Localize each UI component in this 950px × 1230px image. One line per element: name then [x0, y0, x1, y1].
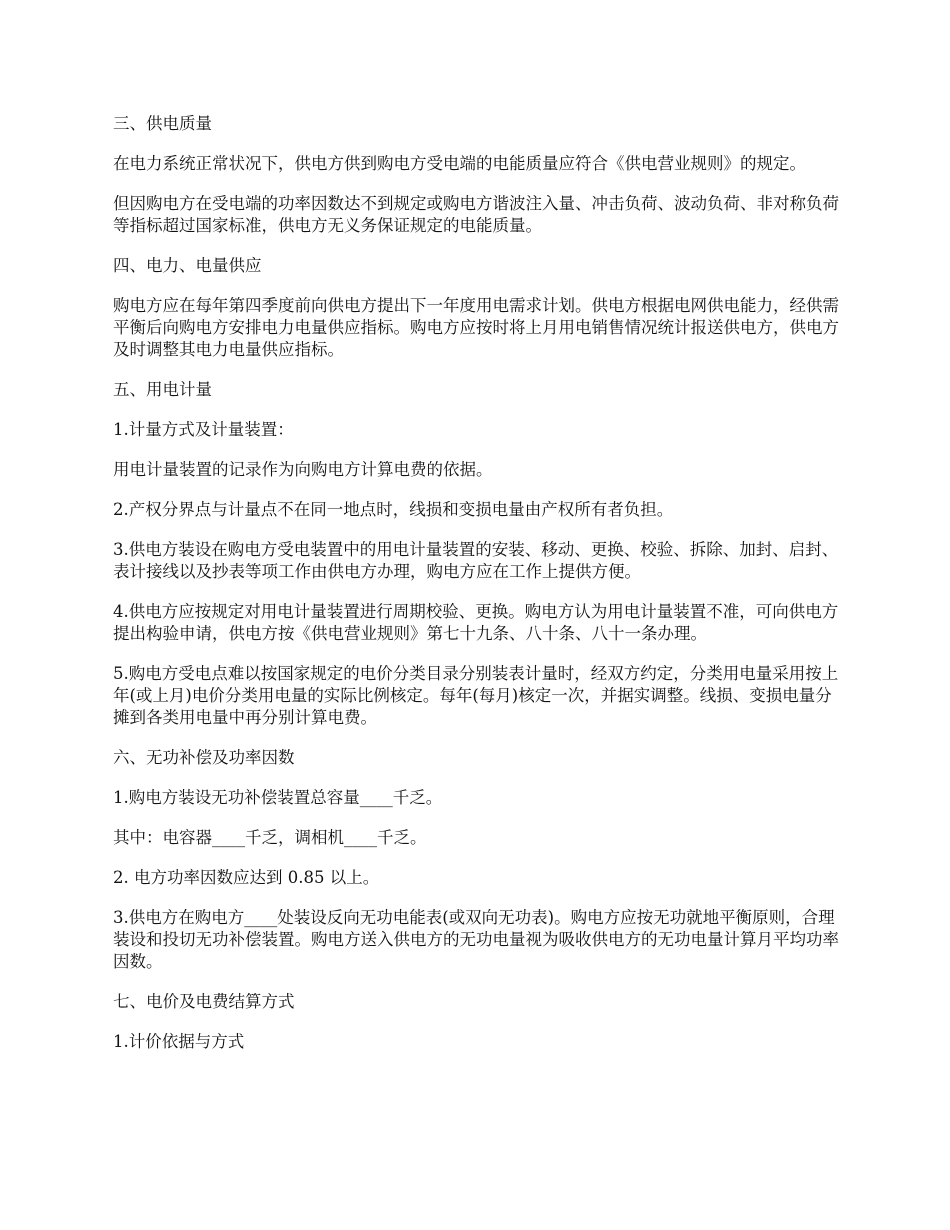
section-heading-power-supply: 四、电力、电量供应 [113, 256, 262, 275]
paragraph: 3.供电方装设在购电方受电装置中的用电计量装置的安装、移动、更换、校验、拆除、加封、启封、表计接线以及抄表等项工作由供电方办理，购电方应在工作上提供方便。 [113, 540, 839, 581]
paragraph: 3.供电方在购电方____处装设反向无功电能表(或双向无功表)。购电方应按无功就地平衡原则，合理装设和投切无功补偿装置。购电方送入供电方的无功电量视为吸收供电方的无功电量计算月平均功率因数。 [113, 908, 839, 971]
paragraph: 但因购电方在受电端的功率因数达不到规定或购电方谐波注入量、冲击负荷、波动负荷、非对称负荷等指标超过国家标准，供电方无义务保证规定的电能质量。 [113, 194, 839, 235]
paragraph: 4.供电方应按规定对用电计量装置进行周期校验、更换。购电方认为用电计量装置不准，可向供电方提出构验申请，供电方按《供电营业规则》第七十九条、八十条、八十一条办理。 [113, 602, 839, 643]
paragraph: 5.购电方受电点难以按国家规定的电价分类目录分别装表计量时，经双方约定，分类用电量采用按上年(或上月)电价分类用电量的实际比例核定。每年(每月)核定一次，并据实调整。线损、变损电量分摊到各类用电量中再分别计算电费。 [113, 664, 839, 727]
paragraph: 购电方应在每年第四季度前向供电方提出下一年度用电需求计划。供电方根据电网供电能力，经供需平衡后向购电方安排电力电量供应指标。购电方应按时将上月用电销售情况统计报送供电方，供电方及时调整其电力电量供应指标。 [113, 296, 839, 359]
paragraph: 1.购电方装设无功补偿装置总容量____千乏。 [113, 788, 443, 807]
paragraph: 1.计价依据与方式 [113, 1032, 245, 1051]
paragraph: 2. 电方功率因数应达到 0.85 以上。 [113, 868, 380, 887]
section-heading-power-quality: 三、供电质量 [113, 114, 212, 133]
paragraph: 2.产权分界点与计量点不在同一地点时，线损和变损电量由产权所有者负担。 [113, 500, 674, 519]
section-heading-reactive-compensation: 六、无功补偿及功率因数 [113, 748, 295, 767]
section-heading-pricing: 七、电价及电费结算方式 [113, 992, 295, 1011]
paragraph: 1.计量方式及计量装置： [113, 420, 294, 439]
section-heading-metering: 五、用电计量 [113, 380, 212, 399]
document-body [113, 113, 839, 1071]
paragraph: 用电计量装置的记录作为向购电方计算电费的依据。 [113, 460, 493, 479]
paragraph: 在电力系统正常状况下，供电方供到购电方受电端的电能质量应符合《供电营业规则》的规定。 [113, 154, 806, 173]
paragraph: 其中：电容器____千乏，调相机____千乏。 [113, 828, 427, 847]
